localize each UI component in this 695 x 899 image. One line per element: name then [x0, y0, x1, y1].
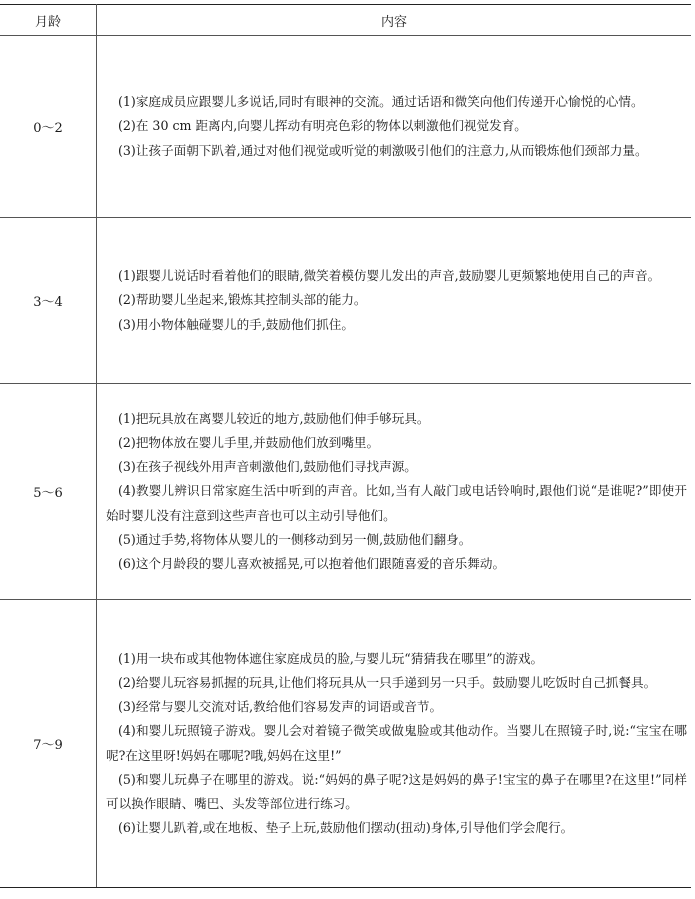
list-item: (1)把玩具放在离婴儿较近的地方,鼓励他们伸手够玩具。 — [118, 410, 430, 426]
list-item: (6)让婴儿趴着,或在地板、垫子上玩,鼓励他们摆动(扭动)身体,引导他们学会爬行。 — [118, 820, 574, 836]
list-item: (2)帮助婴儿坐起来,锻炼其控制头部的能力。 — [118, 292, 367, 308]
list-item: (4)和婴儿玩照镜子游戏。婴儿会对着镜子微笑或做鬼脸或其他动作。当婴儿在照镜子时,说:“宝宝在哪呢?在这里呀!妈妈在哪呢?哦,妈妈在这里!” — [106, 723, 687, 763]
table-row — [0, 600, 691, 888]
table-row — [0, 36, 691, 218]
content-cell — [97, 36, 692, 218]
list-item: (1)跟婴儿说话时看着他们的眼睛,微笑着模仿婴儿发出的声音,鼓励婴儿更频繁地使用自己的声音。 — [118, 268, 661, 284]
table-row — [0, 218, 691, 384]
header-age: 月龄 — [0, 5, 97, 36]
list-item: (3)用小物体触碰婴儿的手,鼓励他们抓住。 — [118, 316, 354, 332]
list-item: (2)给婴儿玩容易抓握的玩具,让他们将玩具从一只手递到另一只手。鼓励婴儿吃饭时自己抓餐具。 — [118, 674, 657, 690]
table-header — [0, 5, 691, 36]
age-cell: 5～6 — [0, 384, 97, 600]
content-cell — [97, 218, 692, 384]
header-row — [0, 5, 691, 36]
list-item: (5)和婴儿玩鼻子在哪里的游戏。说:“妈妈的鼻子呢?这是妈妈的鼻子!宝宝的鼻子在哪里?在这里!”同样可以换作眼睛、嘴巴、头发等部位进行练习。 — [106, 771, 687, 811]
list-item: (4)教婴儿辨识日常家庭生活中听到的声音。比如,当有人敲门或电话铃响时,跟他们说“是谁呢?”即使开始时婴儿没有注意到这些声音也可以主动引导他们。 — [106, 483, 687, 523]
age-cell: 7～9 — [0, 600, 97, 888]
list-item: (1)家庭成员应跟婴儿多说话,同时有眼神的交流。通过话语和微笑向他们传递开心愉悦的心情。 — [118, 94, 644, 110]
age-cell: 3～4 — [0, 218, 97, 384]
content-cell — [97, 600, 692, 888]
list-item: (3)让孩子面朝下趴着,通过对他们视觉或听觉的刺激吸引他们的注意力,从而锻炼他们颈部力量。 — [118, 142, 648, 158]
list-item: (5)通过手势,将物体从婴儿的一侧移动到另一侧,鼓励他们翻身。 — [118, 531, 472, 547]
list-item: (3)在孩子视线外用声音刺激他们,鼓励他们寻找声源。 — [118, 459, 417, 475]
infant-activity-table — [0, 4, 691, 888]
list-item: (3)经常与婴儿交流对话,教给他们容易发声的词语或音节。 — [118, 699, 443, 715]
list-item: (6)这个月龄段的婴儿喜欢被摇晃,可以抱着他们跟随喜爱的音乐舞动。 — [118, 556, 506, 571]
age-cell: 0～2 — [0, 36, 97, 218]
header-content: 内容 — [97, 5, 692, 36]
table-row — [0, 384, 691, 600]
list-item: (1)用一块布或其他物体遮住家庭成员的脸,与婴儿玩“猜猜我在哪里”的游戏。 — [118, 650, 544, 666]
list-item: (2)把物体放在婴儿手里,并鼓励他们放到嘴里。 — [118, 434, 380, 450]
list-item: (2)在 30 cm 距离内,向婴儿挥动有明亮色彩的物体以刺激他们视觉发育。 — [118, 118, 527, 134]
table-body — [0, 36, 691, 888]
content-cell — [97, 384, 692, 600]
